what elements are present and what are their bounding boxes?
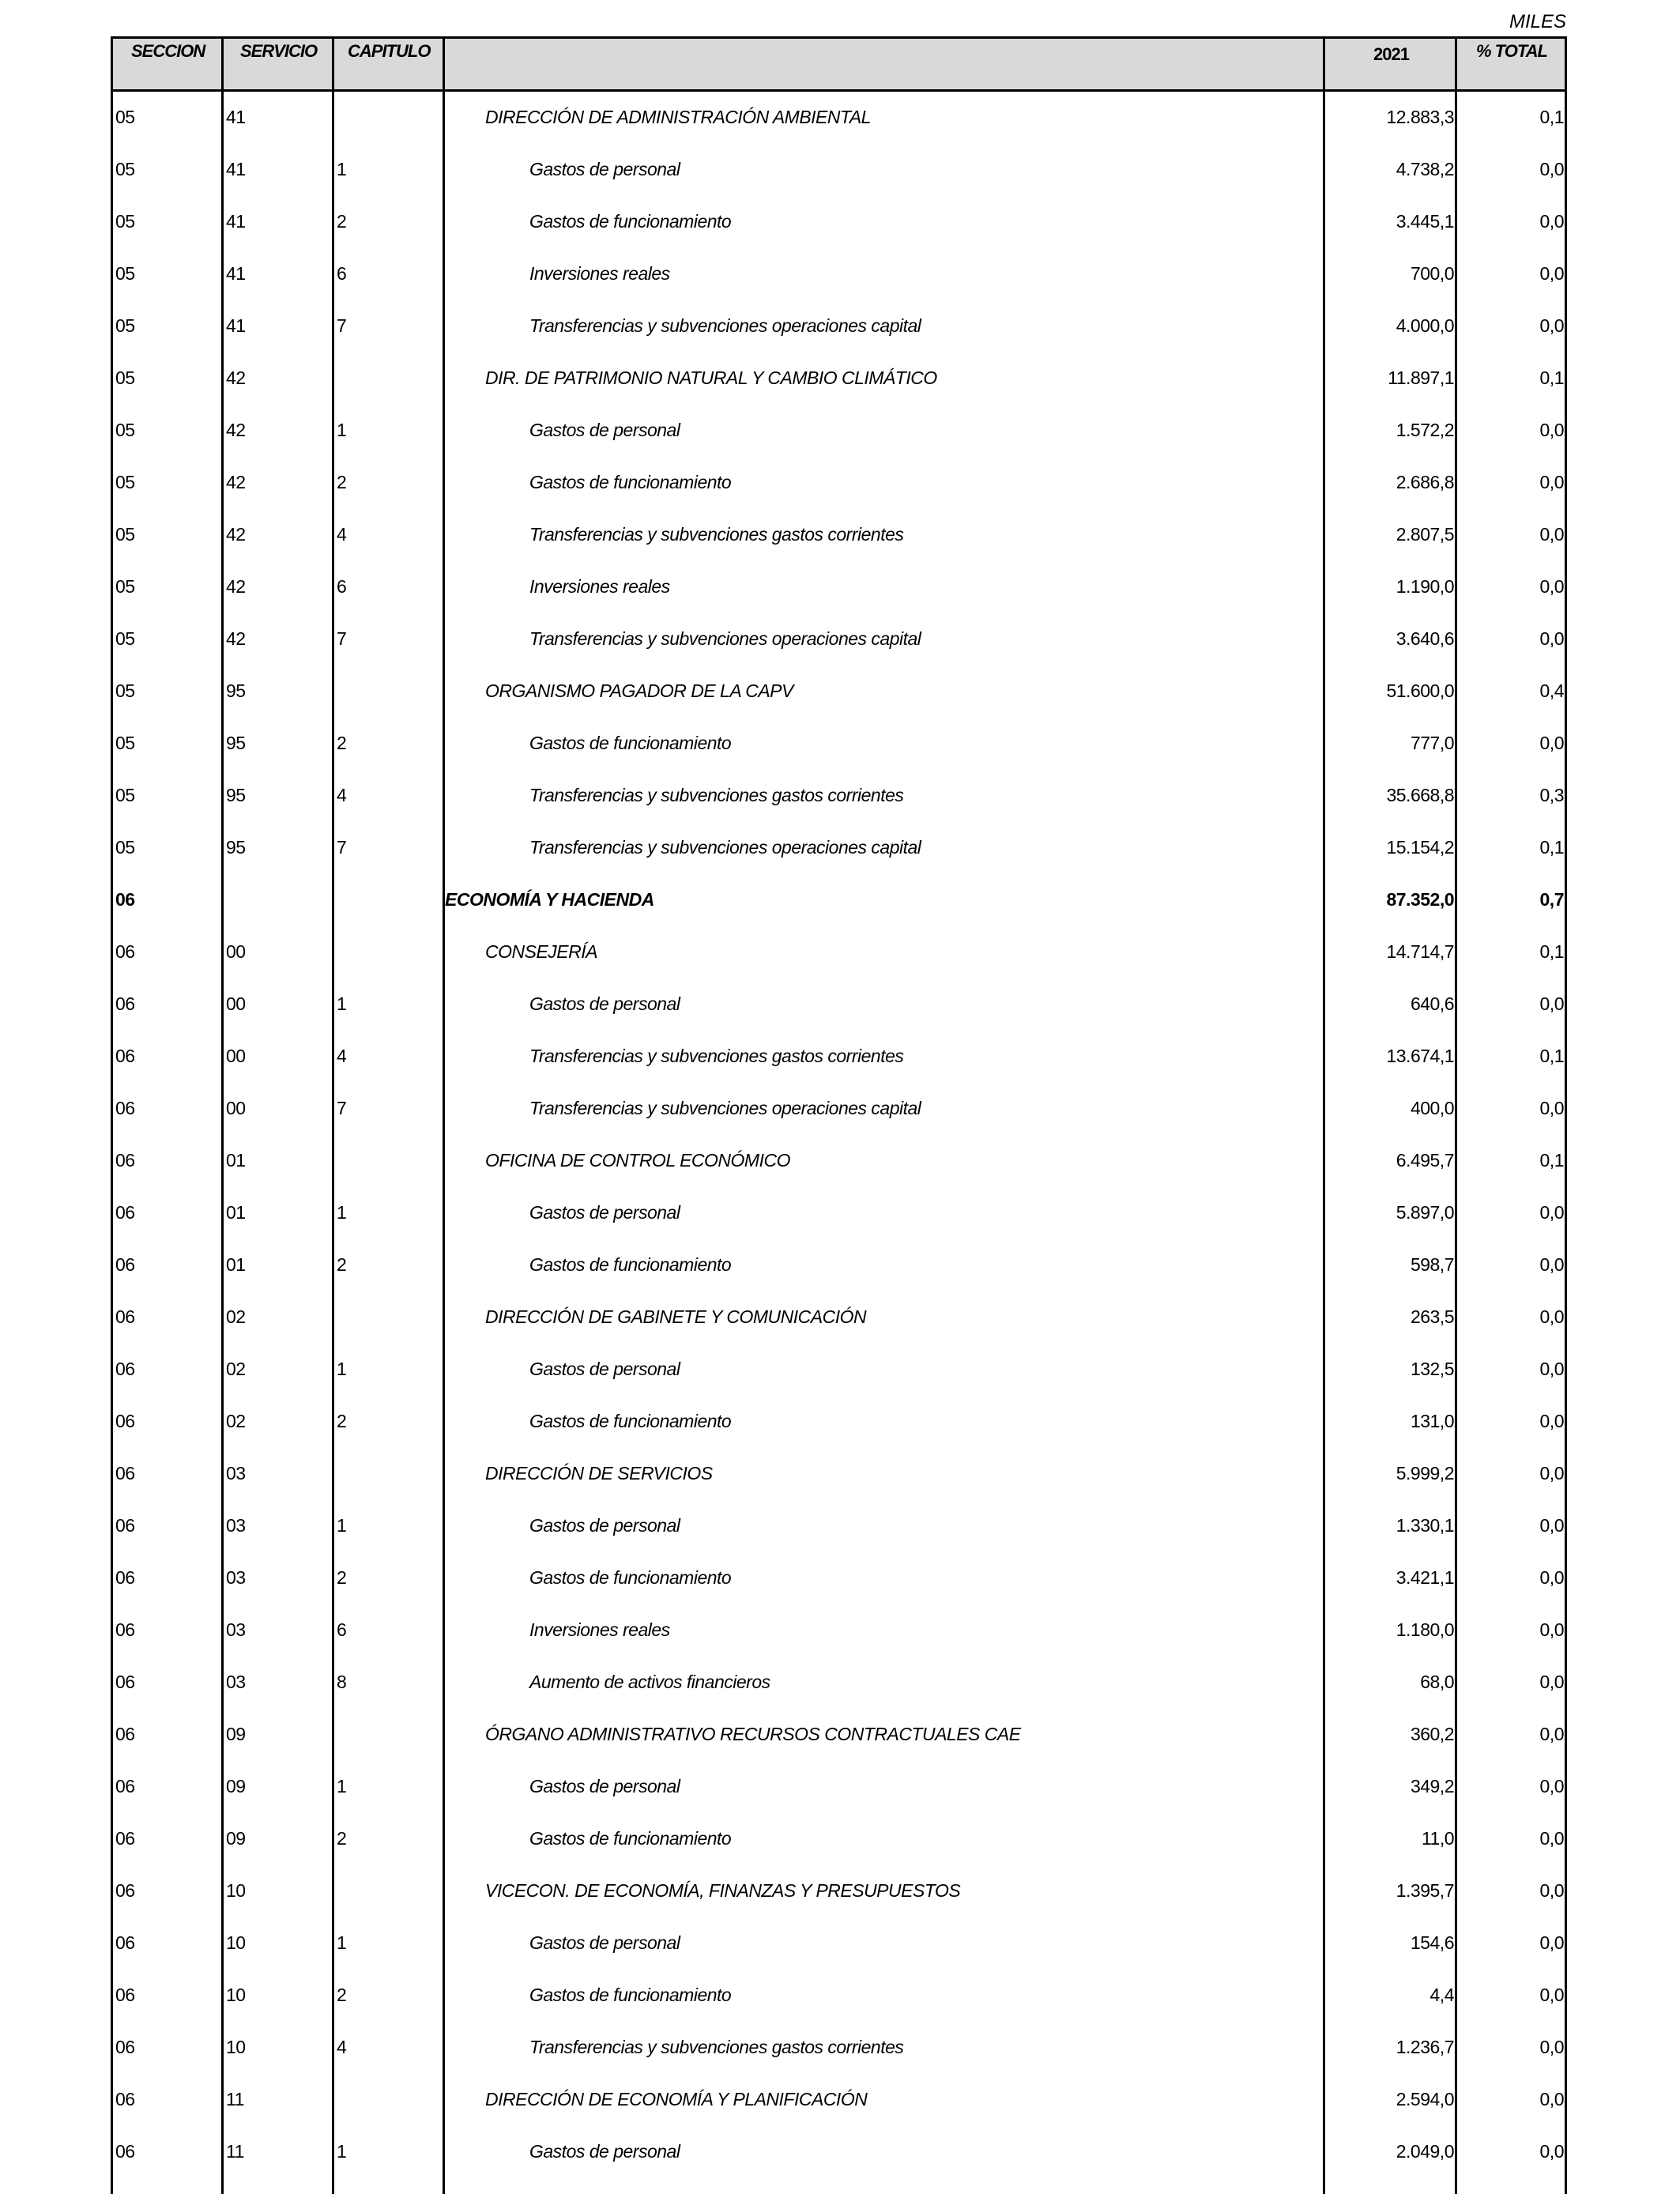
cell-descripcion: Aumento de activos financieros	[529, 1672, 770, 1692]
cell-capitulo: 8	[337, 1672, 347, 1692]
cell-descripcion: DIR. DE PATRIMONIO NATURAL Y CAMBIO CLIMÁTICO	[485, 368, 937, 388]
header-seccion: SECCION	[131, 41, 205, 61]
table-row	[111, 1757, 1567, 1809]
cell-pct-total: 0,0	[1539, 1306, 1564, 1327]
table-row	[111, 349, 1567, 401]
cell-capitulo: 4	[337, 524, 347, 545]
cell-servicio: 09	[226, 1724, 246, 1744]
cell-pct-total: 0,0	[1539, 1985, 1564, 2005]
cell-descripcion: Gastos de personal	[529, 1515, 680, 1536]
cell-seccion: 05	[115, 315, 135, 336]
cell-descripcion: DIRECCIÓN DE SERVICIOS	[485, 1463, 713, 1483]
table-row	[111, 140, 1567, 192]
cell-descripcion: Gastos de personal	[529, 2141, 680, 2162]
table-row	[111, 557, 1567, 609]
cell-servicio: 09	[226, 1776, 246, 1796]
cell-seccion: 06	[115, 1046, 135, 1066]
cell-capitulo: 1	[337, 159, 347, 179]
cell-importe: 154,6	[1410, 1932, 1454, 1953]
cell-capitulo: 4	[337, 2037, 347, 2057]
cell-seccion: 06	[115, 1098, 135, 1118]
cell-importe: 87.352,0	[1386, 889, 1454, 910]
cell-descripcion: Transferencias y subvenciones operaciones capital	[529, 628, 921, 649]
cell-descripcion: Gastos de funcionamiento	[529, 1411, 732, 1431]
cell-capitulo: 1	[337, 1932, 347, 1953]
cell-importe: 2.686,8	[1396, 472, 1454, 492]
table-row	[111, 1653, 1567, 1705]
cell-seccion: 05	[115, 785, 135, 805]
cell-importe: 2.049,0	[1396, 2141, 1454, 2162]
cell-capitulo: 7	[337, 837, 347, 858]
cell-pct-total: 0,0	[1539, 420, 1564, 440]
cell-seccion: 06	[115, 1724, 135, 1744]
cell-capitulo: 6	[337, 1619, 347, 1640]
cell-servicio: 00	[226, 1046, 246, 1066]
cell-pct-total: 0,0	[1539, 263, 1564, 284]
cell-importe: 263,5	[1410, 1306, 1454, 1327]
table-row	[111, 2018, 1567, 2070]
cell-capitulo: 2	[337, 211, 347, 232]
cell-descripcion: Transferencias y subvenciones gastos corrientes	[529, 1046, 904, 1066]
table-row	[111, 244, 1567, 296]
table-row	[111, 766, 1567, 818]
cell-pct-total: 0,0	[1539, 159, 1564, 179]
table-row	[111, 1496, 1567, 1548]
cell-pct-total: 0,1	[1539, 368, 1564, 388]
cell-pct-total: 0,7	[1539, 889, 1564, 910]
cell-importe: 1.190,0	[1396, 576, 1454, 597]
cell-importe: 51.600,0	[1386, 680, 1454, 701]
cell-pct-total: 0,4	[1539, 680, 1564, 701]
table-row	[111, 870, 1567, 922]
cell-importe: 400,0	[1410, 1098, 1454, 1118]
cell-capitulo: 7	[337, 315, 347, 336]
cell-pct-total: 0,0	[1539, 1254, 1564, 1275]
cell-servicio: 42	[226, 576, 246, 597]
cell-descripcion: ECONOMÍA Y HACIENDA	[445, 889, 654, 910]
cell-importe: 598,7	[1410, 1254, 1454, 1275]
cell-pct-total: 0,0	[1539, 993, 1564, 1014]
cell-servicio: 02	[226, 1306, 246, 1327]
cell-capitulo: 6	[337, 576, 347, 597]
cell-seccion: 05	[115, 368, 135, 388]
cell-capitulo: 2	[337, 472, 347, 492]
cell-importe: 1.236,7	[1396, 2037, 1454, 2057]
cell-descripcion: Transferencias y subvenciones gastos corrientes	[529, 2037, 904, 2057]
cell-seccion: 05	[115, 263, 135, 284]
table-row	[111, 88, 1567, 140]
cell-importe: 131,0	[1410, 1411, 1454, 1431]
cell-descripcion: Transferencias y subvenciones gastos corrientes	[529, 785, 904, 805]
cell-pct-total: 0,0	[1539, 2089, 1564, 2109]
cell-capitulo: 1	[337, 1515, 347, 1536]
cell-pct-total: 0,0	[1539, 1932, 1564, 1953]
cell-servicio: 41	[226, 159, 246, 179]
cell-importe: 14.714,7	[1386, 941, 1454, 962]
cell-importe: 132,5	[1410, 1359, 1454, 1379]
cell-capitulo: 2	[337, 1567, 347, 1588]
cell-servicio: 42	[226, 368, 246, 388]
cell-importe: 2.807,5	[1396, 524, 1454, 545]
cell-pct-total: 0,1	[1539, 837, 1564, 858]
cell-seccion: 06	[115, 1932, 135, 1953]
cell-pct-total: 0,0	[1539, 1828, 1564, 1849]
cell-pct-total: 0,0	[1539, 1672, 1564, 1692]
cell-descripcion: DIRECCIÓN DE GABINETE Y COMUNICACIÓN	[485, 1306, 867, 1327]
cell-servicio: 03	[226, 1567, 246, 1588]
cell-seccion: 06	[115, 2089, 135, 2109]
cell-capitulo: 4	[337, 785, 347, 805]
cell-seccion: 05	[115, 628, 135, 649]
cell-importe: 4,4	[1430, 1985, 1454, 2005]
cell-servicio: 03	[226, 1672, 246, 1692]
header-servicio: SERVICIO	[240, 41, 318, 61]
cell-descripcion: Gastos de personal	[529, 1776, 680, 1796]
cell-importe: 6.495,7	[1396, 1150, 1454, 1171]
cell-servicio: 95	[226, 837, 246, 858]
table-row	[111, 1705, 1567, 1757]
cell-servicio: 42	[226, 472, 246, 492]
cell-descripcion: ORGANISMO PAGADOR DE LA CAPV	[485, 680, 793, 701]
cell-seccion: 06	[115, 1515, 135, 1536]
cell-descripcion: Inversiones reales	[529, 263, 670, 284]
cell-pct-total: 0,0	[1539, 315, 1564, 336]
cell-descripcion: Gastos de personal	[529, 1359, 680, 1379]
cell-pct-total: 0,0	[1539, 1202, 1564, 1223]
cell-capitulo: 1	[337, 2141, 347, 2162]
table-row	[111, 1809, 1567, 1861]
cell-servicio: 10	[226, 2037, 246, 2057]
cell-descripcion: Gastos de personal	[529, 993, 680, 1014]
cell-pct-total: 0,0	[1539, 1619, 1564, 1640]
cell-pct-total: 0,0	[1539, 733, 1564, 753]
cell-pct-total: 0,1	[1539, 107, 1564, 127]
cell-descripcion: Gastos de personal	[529, 159, 680, 179]
cell-pct-total: 0,0	[1539, 1567, 1564, 1588]
cell-descripcion: Inversiones reales	[529, 576, 670, 597]
cell-pct-total: 0,0	[1539, 524, 1564, 545]
cell-importe: 11,0	[1421, 1828, 1454, 1849]
cell-descripcion: Gastos de funcionamiento	[529, 1567, 732, 1588]
cell-pct-total: 0,1	[1539, 1150, 1564, 1171]
cell-importe: 3.640,6	[1396, 628, 1454, 649]
cell-pct-total: 0,1	[1539, 941, 1564, 962]
cell-capitulo: 1	[337, 420, 347, 440]
cell-descripcion: Gastos de personal	[529, 1932, 680, 1953]
cell-descripcion: Inversiones reales	[529, 1619, 670, 1640]
cell-importe: 1.572,2	[1396, 420, 1454, 440]
cell-seccion: 06	[115, 1985, 135, 2005]
cell-importe: 360,2	[1410, 1724, 1454, 1744]
cell-capitulo: 2	[337, 1411, 347, 1431]
cell-servicio: 41	[226, 315, 246, 336]
cell-seccion: 06	[115, 1619, 135, 1640]
table-row	[111, 2070, 1567, 2122]
cell-pct-total: 0,0	[1539, 1098, 1564, 1118]
header-year: 2021	[1373, 44, 1409, 64]
cell-descripcion: Gastos de personal	[529, 420, 680, 440]
cell-seccion: 05	[115, 420, 135, 440]
cell-seccion: 06	[115, 1828, 135, 1849]
cell-servicio: 03	[226, 1515, 246, 1536]
cell-servicio: 01	[226, 1202, 246, 1223]
cell-servicio: 01	[226, 1254, 246, 1275]
table-row	[111, 2122, 1567, 2174]
cell-descripcion: Transferencias y subvenciones operaciones capital	[529, 315, 921, 336]
table-row	[111, 192, 1567, 244]
cell-pct-total: 0,0	[1539, 628, 1564, 649]
cell-descripcion: Transferencias y subvenciones gastos corrientes	[529, 524, 904, 545]
cell-descripcion: ÓRGANO ADMINISTRATIVO RECURSOS CONTRACTUALES CAE	[485, 1724, 1021, 1744]
cell-seccion: 05	[115, 576, 135, 597]
table-row	[111, 1235, 1567, 1287]
cell-servicio: 42	[226, 420, 246, 440]
table-row	[111, 1444, 1567, 1496]
cell-capitulo: 1	[337, 993, 347, 1014]
cell-seccion: 06	[115, 1411, 135, 1431]
table-row	[111, 662, 1567, 714]
cell-pct-total: 0,0	[1539, 1411, 1564, 1431]
cell-descripcion: CONSEJERÍA	[485, 941, 597, 962]
cell-servicio: 10	[226, 1880, 246, 1901]
cell-seccion: 06	[115, 1150, 135, 1171]
cell-pct-total: 0,0	[1539, 1359, 1564, 1379]
cell-seccion: 06	[115, 2037, 135, 2057]
cell-seccion: 06	[115, 889, 135, 910]
cell-capitulo: 7	[337, 1098, 347, 1118]
cell-servicio: 41	[226, 263, 246, 284]
table-row	[111, 974, 1567, 1027]
cell-descripcion: OFICINA DE CONTROL ECONÓMICO	[485, 1150, 790, 1171]
cell-descripcion: DIRECCIÓN DE ADMINISTRACIÓN AMBIENTAL	[485, 107, 871, 127]
cell-servicio: 42	[226, 628, 246, 649]
table-row	[111, 505, 1567, 557]
cell-importe: 640,6	[1410, 993, 1454, 1014]
cell-importe: 35.668,8	[1386, 785, 1454, 805]
cell-seccion: 06	[115, 993, 135, 1014]
cell-descripcion: Gastos de funcionamiento	[529, 1254, 732, 1275]
cell-importe: 349,2	[1410, 1776, 1454, 1796]
cell-seccion: 05	[115, 837, 135, 858]
cell-descripcion: VICECON. DE ECONOMÍA, FINANZAS Y PRESUPUESTOS	[485, 1880, 961, 1901]
table-row	[111, 1548, 1567, 1600]
cell-descripcion: Gastos de funcionamiento	[529, 211, 732, 232]
cell-importe: 5.897,0	[1396, 1202, 1454, 1223]
cell-servicio: 00	[226, 1098, 246, 1118]
header-pct-total: % TOTAL	[1476, 41, 1547, 61]
cell-importe: 2.594,0	[1396, 2089, 1454, 2109]
cell-importe: 3.445,1	[1396, 211, 1454, 232]
table-row	[111, 1966, 1567, 2018]
cell-servicio: 95	[226, 785, 246, 805]
table-row	[111, 1340, 1567, 1392]
cell-servicio: 10	[226, 1985, 246, 2005]
cell-pct-total: 0,0	[1539, 1880, 1564, 1901]
cell-importe: 5.999,2	[1396, 1463, 1454, 1483]
cell-capitulo: 7	[337, 628, 347, 649]
cell-servicio: 09	[226, 1828, 246, 1849]
cell-descripcion: Gastos de funcionamiento	[529, 733, 732, 753]
cell-importe: 4.738,2	[1396, 159, 1454, 179]
table-row	[111, 1027, 1567, 1079]
cell-descripcion: Gastos de funcionamiento	[529, 472, 732, 492]
table-row	[111, 1600, 1567, 1653]
cell-pct-total: 0,0	[1539, 576, 1564, 597]
table-row	[111, 1861, 1567, 1913]
cell-pct-total: 0,0	[1539, 2141, 1564, 2162]
cell-capitulo: 2	[337, 733, 347, 753]
cell-pct-total: 0,0	[1539, 1776, 1564, 1796]
cell-importe: 15.154,2	[1386, 837, 1454, 858]
table-row	[111, 1287, 1567, 1340]
cell-seccion: 05	[115, 733, 135, 753]
cell-capitulo: 2	[337, 1985, 347, 2005]
cell-seccion: 06	[115, 1306, 135, 1327]
cell-servicio: 11	[226, 2141, 244, 2162]
cell-pct-total: 0,0	[1539, 472, 1564, 492]
cell-pct-total: 0,0	[1539, 211, 1564, 232]
cell-importe: 777,0	[1410, 733, 1454, 753]
cell-seccion: 06	[115, 1254, 135, 1275]
cell-importe: 12.883,3	[1386, 107, 1454, 127]
cell-pct-total: 0,0	[1539, 1724, 1564, 1744]
header-capitulo: CAPITULO	[348, 41, 431, 61]
cell-servicio: 03	[226, 1463, 246, 1483]
cell-servicio: 11	[226, 2089, 244, 2109]
cell-descripcion: Gastos de funcionamiento	[529, 1985, 732, 2005]
cell-pct-total: 0,0	[1539, 1515, 1564, 1536]
table-row	[111, 453, 1567, 505]
cell-importe: 1.180,0	[1396, 1619, 1454, 1640]
cell-servicio: 02	[226, 1359, 246, 1379]
cell-capitulo: 1	[337, 1202, 347, 1223]
cell-seccion: 06	[115, 1672, 135, 1692]
table-row	[111, 714, 1567, 766]
cell-servicio: 42	[226, 524, 246, 545]
cell-seccion: 06	[115, 941, 135, 962]
table-row	[111, 1183, 1567, 1235]
cell-seccion: 05	[115, 680, 135, 701]
cell-descripcion: Transferencias y subvenciones operaciones capital	[529, 837, 921, 858]
cell-descripcion: DIRECCIÓN DE ECONOMÍA Y PLANIFICACIÓN	[485, 2089, 868, 2109]
cell-pct-total: 0,0	[1539, 1463, 1564, 1483]
cell-seccion: 05	[115, 211, 135, 232]
cell-importe: 68,0	[1420, 1672, 1454, 1692]
cell-seccion: 06	[115, 1567, 135, 1588]
cell-seccion: 06	[115, 1202, 135, 1223]
cell-seccion: 06	[115, 1880, 135, 1901]
cell-capitulo: 2	[337, 1828, 347, 1849]
cell-seccion: 06	[115, 1359, 135, 1379]
cell-capitulo: 1	[337, 1776, 347, 1796]
cell-seccion: 05	[115, 159, 135, 179]
cell-seccion: 06	[115, 1776, 135, 1796]
cell-capitulo: 6	[337, 263, 347, 284]
table-row	[111, 818, 1567, 870]
table-row	[111, 609, 1567, 662]
table-row	[111, 296, 1567, 349]
cell-seccion: 06	[115, 1463, 135, 1483]
cell-importe: 700,0	[1410, 263, 1454, 284]
table-row	[111, 1079, 1567, 1131]
cell-capitulo: 2	[337, 1254, 347, 1275]
cell-descripcion: Gastos de personal	[529, 1202, 680, 1223]
cell-servicio: 02	[226, 1411, 246, 1431]
cell-importe: 13.674,1	[1386, 1046, 1454, 1066]
cell-servicio: 00	[226, 941, 246, 962]
cell-pct-total: 0,3	[1539, 785, 1564, 805]
cell-seccion: 05	[115, 472, 135, 492]
cell-servicio: 01	[226, 1150, 246, 1171]
cell-capitulo: 1	[337, 1359, 347, 1379]
table-row	[111, 1392, 1567, 1444]
units-label: MILES	[1509, 11, 1566, 32]
cell-pct-total: 0,0	[1539, 2037, 1564, 2057]
cell-seccion: 06	[115, 2141, 135, 2162]
table-row	[111, 922, 1567, 974]
cell-importe: 1.330,1	[1396, 1515, 1454, 1536]
cell-seccion: 05	[115, 107, 135, 127]
cell-servicio: 95	[226, 680, 246, 701]
cell-servicio: 03	[226, 1619, 246, 1640]
table-row	[111, 401, 1567, 453]
cell-servicio: 41	[226, 211, 246, 232]
table-row	[111, 1131, 1567, 1183]
cell-servicio: 95	[226, 733, 246, 753]
cell-descripcion: Transferencias y subvenciones operaciones capital	[529, 1098, 921, 1118]
table-row	[111, 1913, 1567, 1966]
cell-servicio: 00	[226, 993, 246, 1014]
cell-descripcion: Gastos de funcionamiento	[529, 1828, 732, 1849]
cell-pct-total: 0,1	[1539, 1046, 1564, 1066]
cell-seccion: 05	[115, 524, 135, 545]
cell-importe: 1.395,7	[1396, 1880, 1454, 1901]
cell-importe: 11.897,1	[1388, 368, 1454, 388]
cell-importe: 3.421,1	[1396, 1567, 1454, 1588]
cell-servicio: 41	[226, 107, 246, 127]
cell-servicio: 10	[226, 1932, 246, 1953]
cell-capitulo: 4	[337, 1046, 347, 1066]
cell-importe: 4.000,0	[1396, 315, 1454, 336]
